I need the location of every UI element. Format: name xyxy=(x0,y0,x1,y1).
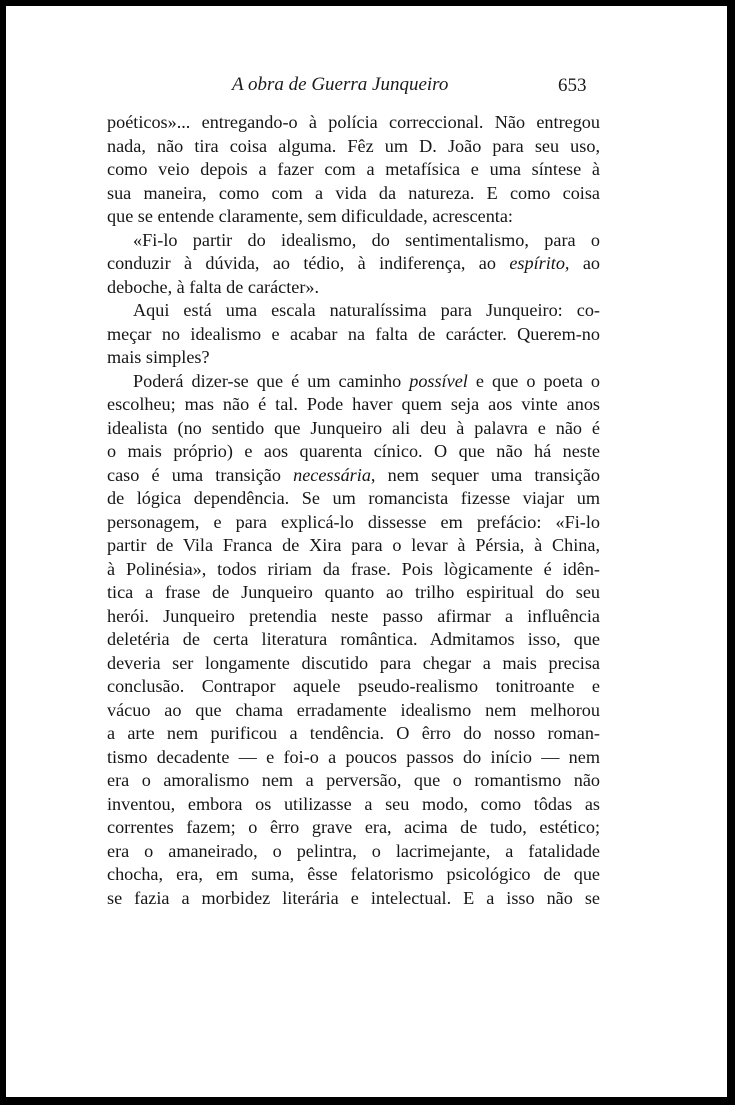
text-line: o mais próprio) e aos quarenta cínico. O que não há neste xyxy=(107,441,600,461)
text-line: deveria ser longamente discutido para chegar a mais precisa xyxy=(107,652,600,673)
text-line: poéticos»... entregando-o à polícia correccional. Não entregou xyxy=(107,112,600,132)
text-line: a arte nem purificou a tendência. O êrro do nosso roman- xyxy=(107,723,600,743)
text-line: personagem, e para explicá-lo dissesse em prefácio: «Fi-lo xyxy=(107,511,600,532)
page-number: 653 xyxy=(558,75,587,96)
italic-word: necessária xyxy=(293,464,371,485)
text-line: à Polinésia», todos ririam da frase. Pois lògicamente é idên- xyxy=(107,558,600,579)
text-line: tismo decadente — e foi-o a poucos passos do início — nem xyxy=(107,746,600,767)
text-line: «Fi-lo partir do idealismo, do sentimentalismo, para o xyxy=(133,229,600,250)
text-line: partir de Vila Franca de Xira para o levar à Pérsia, à China, xyxy=(107,535,600,555)
text-line: deboche, à falta de carácter». xyxy=(107,276,320,297)
text-line: como veio depois a fazer com a metafísica e uma síntese à xyxy=(107,159,600,179)
text-line: caso é uma transição necessária, nem sequer uma transição xyxy=(107,464,600,485)
text-line: que se entende claramente, sem dificuldade, acrescenta: xyxy=(107,206,513,226)
text-line: se fazia a morbidez literária e intelectual. E a isso não se xyxy=(107,887,600,908)
body-text xyxy=(107,111,600,910)
text-line: de lógica dependência. Se um romancista fizesse viajar um xyxy=(107,488,600,508)
italic-word: espírito, xyxy=(509,253,570,273)
text-line: sua maneira, como com a vida da natureza. E como coisa xyxy=(107,182,600,203)
italic-word: possível xyxy=(409,370,468,391)
text-line: herói. Junqueiro pretendia neste passo afirmar a influência xyxy=(107,605,600,626)
text-line: vácuo ao que chama erradamente idealismo nem melhorou xyxy=(107,699,600,720)
page-header xyxy=(6,74,727,104)
text-line: meçar no idealismo e acabar na falta de carácter. Querem-no xyxy=(107,323,600,344)
text-line: Aqui está uma escala naturalíssima para Junqueiro: co- xyxy=(133,300,600,320)
text-line: era o amoralismo nem a perversão, que o romantismo não xyxy=(107,770,600,790)
text-line: nada, não tira coisa alguma. Fêz um D. João para seu uso, xyxy=(107,135,600,156)
text-line: conclusão. Contrapor aquele pseudo-realismo tonitroante e xyxy=(107,676,600,696)
text-line: idealista (no sentido que Junqueiro ali deu à palavra e não é xyxy=(107,417,600,438)
text-line: deletéria de certa literatura romântica. Admitamos isso, que xyxy=(107,629,600,649)
text-line: conduzir à dúvida, ao tédio, à indiferença, ao espírito, ao xyxy=(107,253,601,273)
text-line: escolheu; mas não é tal. Pode haver quem seja aos vinte anos xyxy=(107,394,600,414)
text-line: mais simples? xyxy=(107,347,210,367)
text-line: chocha, era, em suma, êsse felatorismo psicológico de que xyxy=(107,864,600,884)
text-line: tica a frase de Junqueiro quanto ao trilho espiritual do seu xyxy=(107,582,600,602)
text-line: inventou, embora os utilizasse a seu modo, como tôdas as xyxy=(107,793,600,814)
book-page xyxy=(6,6,727,1097)
text-line: correntes fazem; o êrro grave era, acima de tudo, estético; xyxy=(107,817,600,837)
running-title: A obra de Guerra Junqueiro xyxy=(232,74,449,95)
text-line: era o amaneirado, o pelintra, o lacrimejante, a fatalidade xyxy=(107,840,600,861)
text-line: Poderá dizer-se que é um caminho possível e que o poeta o xyxy=(133,370,600,391)
